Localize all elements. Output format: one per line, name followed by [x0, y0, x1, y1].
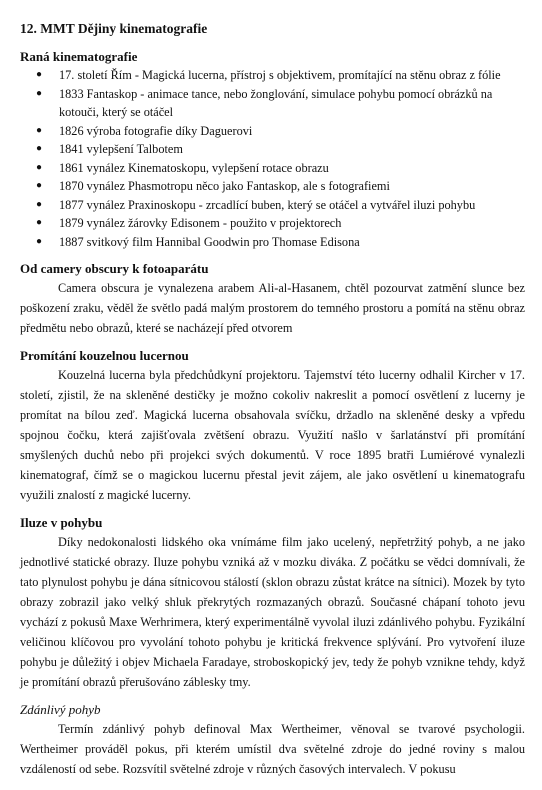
list-item-text: 17. století Řím - Magická lucerna, přístroj s objektivem, promítající na stěnu obraz z fólie	[59, 68, 501, 82]
bullet-icon: ●	[36, 69, 43, 80]
list-item	[20, 196, 525, 215]
paragraph-apparent-motion: Termín zdánlivý pohyb definoval Max Wertheimer, věnoval se tvarové psychologii. Wertheimer prováděl pokus, při kterém umístil dva světelné zdroje do jedné roviny s malou vzdáleností od sebe. Rozsvítil světelné zdroje v různých časových intervalech. V pokusu	[20, 722, 525, 776]
bullet-icon: ●	[36, 235, 43, 247]
section-heading-magic-lantern: Promítání kouzelnou lucernou	[20, 348, 189, 363]
list-item-text: 1877 vynález Praxinoskopu - zrcadlící buben, který se otáčel a vytvářel iluzi pohybu	[59, 197, 476, 212]
list-item-text: 1870 vynález Phasmotropu něco jako Fantaskop, ale s fotografiemi	[59, 179, 390, 193]
list-item-text: 1841 vylepšení Talbotem	[59, 142, 183, 156]
paragraph-magic-lantern: Kouzelná lucerna byla předchůdkyní projektoru. Tajemství této lucerny odhalil Kircher v 17. století, zjistil, že na skleněné destičky je možno cokoliv nakreslit a pomocí osvětlení z lucerny je promítat na bílou zeď. Magická lucerna obsahovala svíčku, držadlo na skleněné desky a vpředu spojnou čočku, která zajišťovala zvětšení obrazu. Využití našlo v šarlatánství při promítání smyšlených duchů nebo při projekci svých dokumentů. V roce 1895 bratři Lumiérové vynalezli kinematograf, čímž se o magickou lucernu přestal jevit zájem, ale jako osvětlení u kinematografu využili znalostí z magické lucerny.	[20, 368, 525, 502]
page-title: 12. MMT Dějiny kinematografie	[20, 21, 208, 36]
document-page	[20, 20, 525, 779]
list-item	[20, 85, 525, 122]
list-item-text: 1861 vynález Kinematoskopu, vylepšení rotace obrazu	[59, 160, 329, 175]
bullet-icon: ●	[36, 124, 43, 136]
section-heading-motion-illusion: Iluze v pohybu	[20, 515, 103, 530]
bullet-icon: ●	[36, 180, 43, 191]
list-item	[20, 122, 525, 141]
list-item	[20, 233, 525, 252]
list-item	[20, 140, 525, 159]
list-item-text: 1887 svitkový film Hannibal Goodwin pro Thomase Edisona	[59, 234, 360, 249]
paragraph-motion-illusion: Díky nedokonalosti lidského oka vnímáme film jako ucelený, nepřetržitý pohyb, a ne jako jednotlivé statické obrazy. Iluze pohybu vzniká až v mozku diváka. Z počátku se vědci domnívali, že tato plynulost pohybu je dána sítnicovou stálostí (sklon obrazu zůstat krátce na sítnici). Mozek by tyto obrazy zobrazil jako velký shluk překrytých rozmazaných obrazů. Současné chápaní tohoto jevu vychází z pokusů Maxe Werhrimera, který experimentálně vyvolal iluzi zdánlivého pohybu. Fyzikální veličinou klíčovou pro vyvolání tohoto pohybu je kritická frekvence splývání. Pro vytvoření iluze pohybu je důležitý i objev Michaela Faradaye, stroboskopický jev, tedy že pohyb vznikne tehdy, když je promítání obrazů přerušováno záblesky tmy.	[20, 535, 525, 689]
section-heading-early-cinema: Raná kinematografie	[20, 49, 138, 64]
list-item-text: 1833 Fantaskop - animace tance, nebo žonglování, simulace pohybu pomocí obrázků na kotouči, který se otáčel	[59, 86, 493, 119]
list-item	[20, 159, 525, 178]
bullet-icon: ●	[36, 143, 43, 154]
early-cinema-list	[20, 66, 525, 251]
bullet-icon: ●	[36, 217, 43, 228]
list-item	[20, 177, 525, 196]
bullet-icon: ●	[36, 87, 43, 99]
section-heading-camera-obscura: Od camery obscury k fotoaparátu	[20, 261, 209, 276]
bullet-icon: ●	[36, 161, 43, 173]
section-heading-apparent-motion: Zdánlivý pohyb	[20, 702, 101, 717]
list-item	[20, 66, 525, 85]
list-item-text: 1826 výroba fotografie díky Daguerovi	[59, 123, 253, 138]
list-item	[20, 214, 525, 233]
bullet-icon: ●	[36, 198, 43, 210]
paragraph-camera-obscura: Camera obscura je vynalezena arabem Ali-al-Hasanem, chtěl pozourvat zatmění slunce bez poškození zraku, věděl že světlo padá malým prostorem do temného prostoru a pomítá na stěnu obraz předmětu nebo obrazů, které se nacházejí před otvorem	[20, 281, 525, 335]
list-item-text: 1879 vynález žárovky Edisonem - použito v projektorech	[59, 216, 342, 230]
